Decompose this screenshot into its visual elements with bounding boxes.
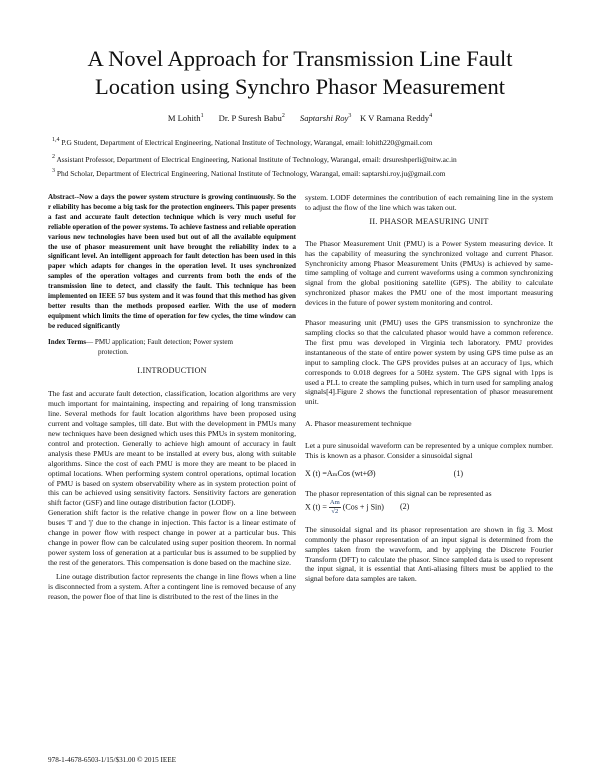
fraction: $\frac{Am}{√2}$: [329, 498, 340, 515]
right-column: [305, 193, 553, 584]
section-heading: II. PHASOR MEASURING UNIT: [369, 216, 489, 226]
equation-1: X (t) =AₘCos (wt+Ø) (1): [305, 468, 463, 478]
author-name: Dr. P Suresh Babu: [218, 113, 282, 123]
paragraph: Line outage distribution factor represents the change in line flows when a line is disconnected from a system. After a contingent line is removed because of any reason, the power floe of that line is distributed to the rest of the lines in the: [48, 571, 296, 601]
author-name: Saptarshi Roy: [299, 113, 349, 123]
section-heading: I.INTRODUCTION: [137, 365, 207, 375]
abstract: Abstract--Now a days the power system structure is growing continuously. So the r eliability has become a big task for the protection engineers. This paper presents a fast and accurate fault detection technique which is very much useful for reliable operation of the power systems. To achieve fastness and reliable operation various new technologies have been used but out of all the available equipment the use of phasor measurement unit have brought the reliability index to a significant level. An intelligent approach for fault detection has been used in this paper which adapts for changes in the operation level. It uses synchronized samples of the operation voltages and currents from both the ends of the transmission line to detect, and classify the fault. This technique has been implemented on IEEE 57 bus system and it was found that this method has given better results than the methods proposed earlier. With the use of modern equipment which limits the time of operation for few cycles, the time window can be reduced significantly: [48, 193, 296, 330]
affiliation: $^2$ Assistant Professor, Department of Electrical Engineering, National Institute of Technology, Warangal, email: drsureshperli@nitw.ac.in: [52, 154, 457, 164]
left-column: [48, 193, 296, 601]
subsection-heading: A. Phasor measurement technique: [305, 419, 412, 429]
author-list: M Lohith$^1$ Dr. P Suresh Babu$^2$ Saptarshi Roy$^3$ K V Ramana Reddy$^4$: [167, 113, 433, 123]
affiliation: $^3$ Phd Scholar, Department of Electrical Engineering, National Institute of Technology, Warangal, email: saptarshi.roy.ju@gmail.com: [52, 168, 446, 178]
affiliation: $^{1,4}$ P.G Student, Department of Electrical Engineering, National Institute of Technology, Warangal, email: lohith220@gmail.com: [52, 137, 433, 147]
title-line-1: A Novel Approach for Transmission Line Fault: [87, 46, 513, 71]
paragraph: The sinusoidal signal and its phasor representation are shown in fig 3. Most commonly the phasor representation of an input signal is determined from the samples taken from the waveform, and by applying the Discrete Fourier Transform (DFT) to calculate the phasor. Since sampled data is used to represent the input signal, it is essential that Anti-aliasing filters must be applied to the signal before data samples are taken.: [305, 524, 553, 584]
copyright-footer: 978-1-4678-6503-1/15/$31.00 © 2015 IEEE: [48, 756, 177, 764]
paragraph: Phasor measuring unit (PMU) uses the GPS transmission to synchronize the sampling clocks so that the calculated phasor would have a common reference. The first pmu was developed in Virginia tech laboratory. PMU provides instantaneous of the state of entire power system by using GPS time pulse as an input to sampling clock. The GPS provides pulses at an accuracy of 1µs, which corresponds to 0.018 degrees for a 50Hz system. The GPS signal with 1pps is used a PLL to create the sampling pulses, which in turn used for sampling analog signals[4].Figure 2 shows the functional representation of phasor measurement unit.: [305, 318, 553, 407]
paragraph: system. LODF determines the contribution of each remaining line in the system to adjust the flow of the line which was taken out.: [305, 193, 553, 212]
paragraph: Generation shift factor is the relative change in power flow on a line between buses 'I' and 'j' due to the change in injection. This factor is a linear estimate of change in power flow with respect change in power at a particular bus. This change in power flow can be calculated using super position theorem. In normal power system loss of generation at a particular bus is assumed to be supplied by the rest of the generators. This compensation is done based on the machine size.: [48, 508, 296, 567]
paragraph: The phasor representation of this signal can be represented as: [305, 488, 492, 498]
paragraph: The fast and accurate fault detection, classification, location algorithms are very much important for maintaining, inspecting and repairing of long transmission line. Several methods for fault location algorithms have been proposed using current and voltage samples, till date. But with the development in PMUs many new techniques have been designed which uses this PMUs in system monitoring, control and protection. Generally to achieve high amount of accuracy in fault analysis these PMUs are meant to be installed at every bus, along with suitable algorithms. Since the cost of each PMU is more they are meant to be placed in optimal locations. When performing system control operations, optimal location of PMU is based on system observability where as in system protection point of this can be achieved using sensitivity factors. Sensitivity factors are generation shift factor (GSF) and line outage distribution factor (LODF).: [48, 389, 296, 508]
paragraph: Let a pure sinusoidal waveform can be represented by a unique complex number. This is known as a phasor. Consider a sinusoidal signal: [305, 441, 553, 461]
author-name: K V Ramana Reddy: [359, 113, 430, 123]
title-line-2: Location using Synchro Phasor Measurement: [95, 74, 505, 99]
equation-2: X (t) = $\frac{Am}{√2}$ (Cos + j Sin) (2): [305, 498, 410, 515]
author-name: M Lohith: [167, 113, 201, 123]
paper-title: [0, 45, 600, 101]
paragraph: The Phasor Measurement Unit (PMU) is a Power System measuring device. It has the capability of measuring the synchronized voltage and current Phasor. Synchronicity among Phasor Measurement Units (PMUs) is achieved by same-time sampling of voltage and current waveforms using a common synchronizing signal from the global positioning satellite (GPS). The ability to calculate synchronized phasor makes the PMU one of the most important measuring devices in the future of power system monitoring and control.: [305, 238, 553, 308]
index-terms: Index Terms— PMU application; Fault detection; Power system protection.: [48, 337, 234, 356]
